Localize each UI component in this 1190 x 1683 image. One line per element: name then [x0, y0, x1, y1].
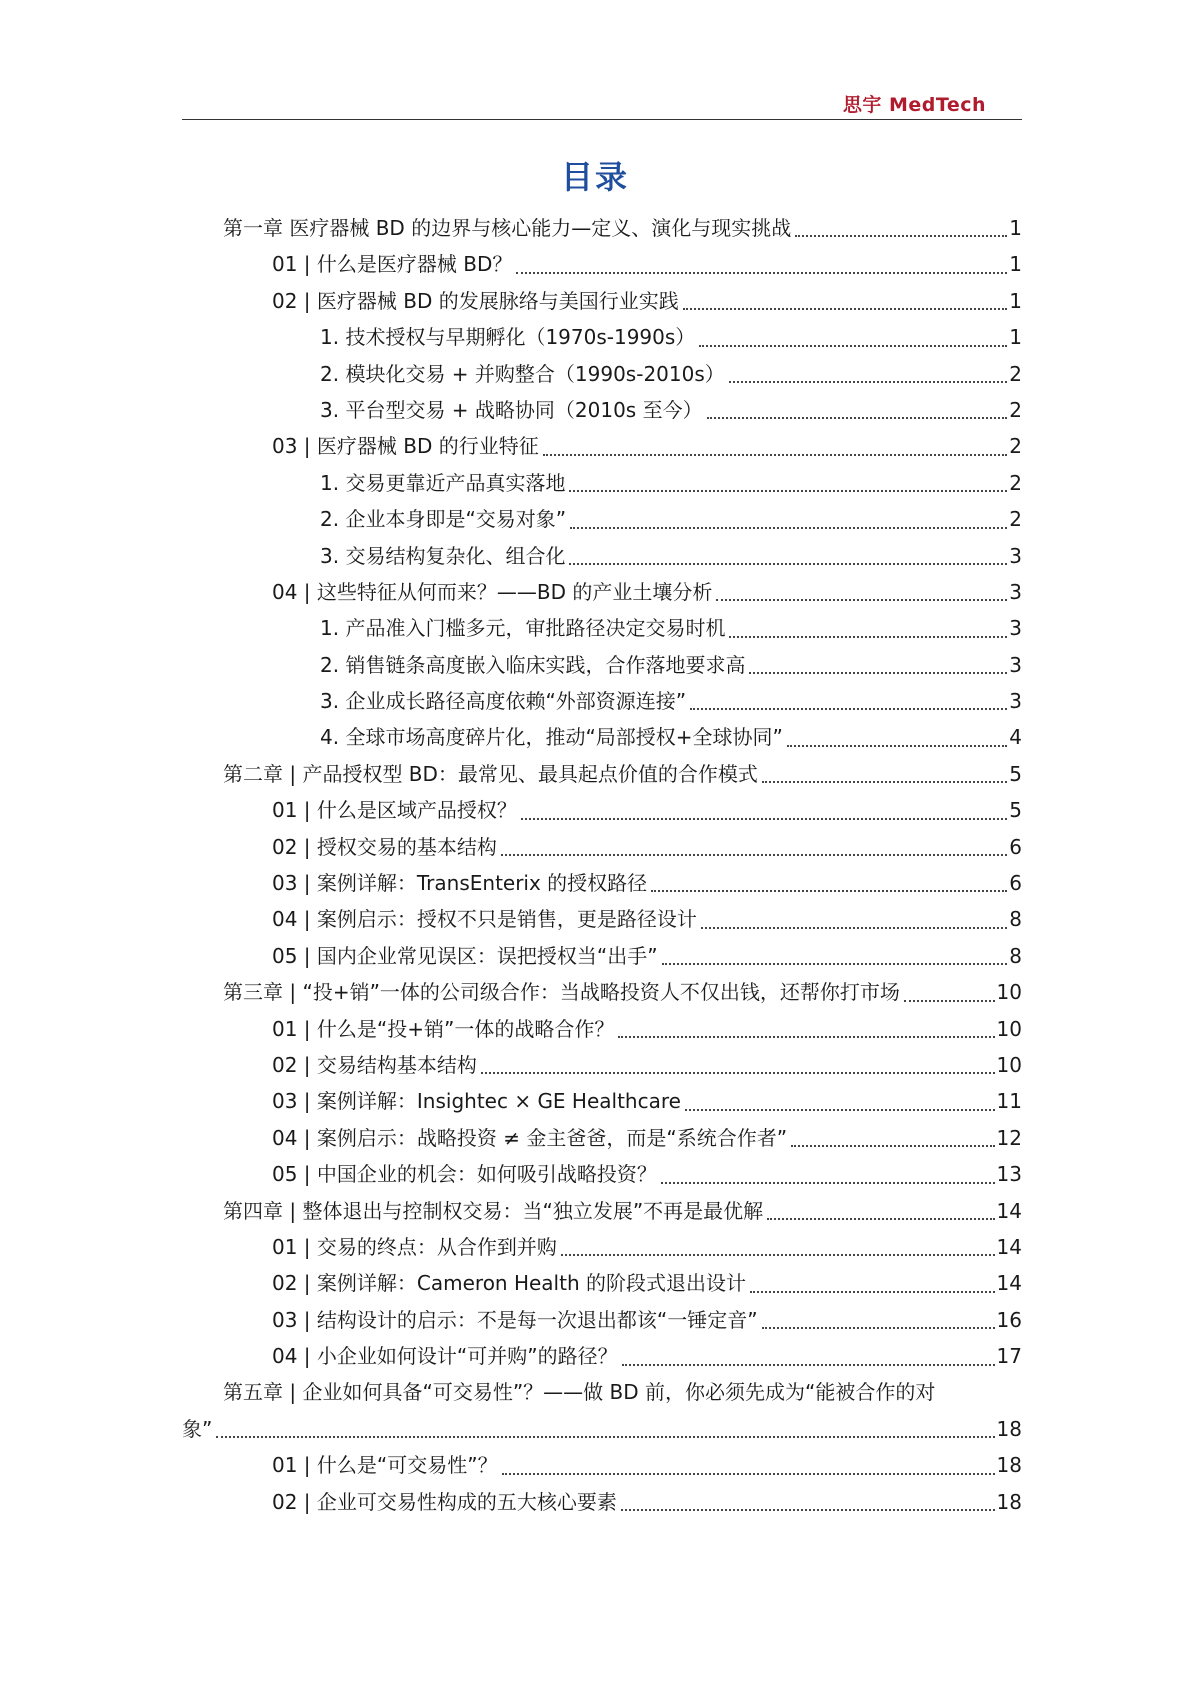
leader-dots	[701, 927, 1007, 929]
toc-entry-subsection[interactable]: 3. 交易结构复杂化、组合化 3	[320, 543, 1022, 568]
leader-dots	[481, 1072, 995, 1074]
leader-dots	[618, 1036, 994, 1038]
table-of-contents	[182, 210, 1022, 1520]
leader-dots	[661, 1182, 995, 1184]
leader-dots	[716, 599, 1007, 601]
leader-dots	[707, 417, 1008, 419]
toc-entry-chapter-4[interactable]: 第四章 | 整体退出与控制权交易：当“独立发展”不再是最优解 14	[223, 1198, 1022, 1223]
toc-entry-section[interactable]: 02 | 授权交易的基本结构 6	[272, 834, 1022, 859]
toc-entry-section[interactable]: 01 | 什么是医疗器械 BD？ 1	[272, 252, 1022, 277]
leader-dots	[516, 272, 1007, 274]
leader-dots	[795, 235, 1007, 237]
toc-title: 目录	[560, 158, 629, 196]
leader-dots	[561, 1254, 995, 1256]
toc-entry-section[interactable]: 02 | 案例详解：Cameron Health 的阶段式退出设计 14	[272, 1271, 1022, 1296]
toc-entry-section[interactable]: 04 | 案例启示：授权不只是销售，更是路径设计 8	[272, 907, 1022, 932]
toc-entry-section[interactable]: 02 | 企业可交易性构成的五大核心要素 18	[272, 1489, 1022, 1514]
leader-dots	[749, 672, 1007, 674]
toc-entry-section[interactable]: 03 | 案例详解：Insightec × GE Healthcare 11	[272, 1089, 1022, 1114]
toc-entry-chapter-5[interactable]: 第五章 | 企业如何具备“可交易性”？——做 BD 前，你必须先成为“能被合作的对	[223, 1380, 936, 1405]
toc-entry-section[interactable]: 01 | 交易的终点：从合作到并购 14	[272, 1234, 1022, 1259]
toc-entry-section[interactable]: 04 | 这些特征从何而来？——BD 的产业土壤分析 3	[272, 579, 1022, 604]
leader-dots	[762, 1327, 995, 1329]
leader-dots	[750, 1291, 995, 1293]
toc-entry-chapter-1[interactable]: 第一章 医疗器械 BD 的边界与核心能力—定义、演化与现实挑战 1	[223, 215, 1022, 240]
toc-entry-section[interactable]: 03 | 结构设计的启示：不是每一次退出都该“一锤定音” 16	[272, 1307, 1022, 1332]
toc-entry-subsection[interactable]: 1. 交易更靠近产品真实落地 2	[320, 470, 1022, 495]
leader-dots	[690, 708, 1007, 710]
toc-entry-section[interactable]: 02 | 交易结构基本结构 10	[272, 1052, 1022, 1077]
leader-dots	[521, 818, 1007, 820]
toc-entry-section[interactable]: 01 | 什么是区域产品授权？ 5	[272, 798, 1022, 823]
leader-dots	[621, 1509, 995, 1511]
toc-entry-section[interactable]: 01 | 什么是“投+销”一体的战略合作？ 10	[272, 1016, 1022, 1041]
toc-entry-section[interactable]: 05 | 中国企业的机会：如何吸引战略投资？ 13	[272, 1162, 1022, 1187]
leader-dots	[699, 345, 1007, 347]
leader-dots	[502, 1473, 995, 1475]
toc-entry-section[interactable]: 03 | 案例详解：TransEnterix 的授权路径 6	[272, 871, 1022, 896]
leader-dots	[729, 381, 1008, 383]
toc-entry-subsection[interactable]: 2. 模块化交易 + 并购整合（1990s-2010s） 2	[320, 361, 1022, 386]
leader-dots	[791, 1145, 994, 1147]
leader-dots	[570, 527, 1007, 529]
leader-dots	[762, 781, 1007, 783]
leader-dots	[787, 745, 1007, 747]
toc-entry-chapter-2[interactable]: 第二章 | 产品授权型 BD：最常见、最具起点价值的合作模式 5	[223, 761, 1022, 786]
leader-dots	[685, 1109, 995, 1111]
toc-entry-subsection[interactable]: 4. 全球市场高度碎片化，推动“局部授权+全球协同” 4	[320, 725, 1022, 750]
toc-entry-subsection[interactable]: 1. 产品准入门槛多元，审批路径决定交易时机 3	[320, 616, 1022, 641]
toc-entry-subsection[interactable]: 1. 技术授权与早期孵化（1970s-1990s） 1	[320, 325, 1022, 350]
toc-entry-section[interactable]: 02 | 医疗器械 BD 的发展脉络与美国行业实践 1	[272, 288, 1022, 313]
toc-entry-subsection[interactable]: 3. 企业成长路径高度依赖“外部资源连接” 3	[320, 689, 1022, 714]
leader-dots	[216, 1436, 994, 1438]
leader-dots	[622, 1364, 995, 1366]
toc-entry-section[interactable]: 03 | 医疗器械 BD 的行业特征 2	[272, 434, 1022, 459]
leader-dots	[767, 1218, 994, 1220]
toc-entry-subsection[interactable]: 2. 企业本身即是“交易对象” 2	[320, 507, 1022, 532]
leader-dots	[729, 636, 1007, 638]
leader-dots	[543, 454, 1008, 456]
header-divider	[182, 119, 1022, 120]
toc-entry-section[interactable]: 04 | 案例启示：战略投资 ≠ 金主爸爸，而是“系统合作者” 12	[272, 1125, 1022, 1150]
brand-logo: 思宇 MedTech	[842, 94, 986, 116]
leader-dots	[569, 563, 1007, 565]
toc-entry-chapter-3[interactable]: 第三章 | “投+销”一体的公司级合作：当战略投资人不仅出钱，还帮你打市场 10	[223, 980, 1022, 1005]
toc-entry-subsection[interactable]: 3. 平台型交易 + 战略协同（2010s 至今） 2	[320, 397, 1022, 422]
leader-dots	[501, 854, 1007, 856]
toc-entry-section[interactable]: 04 | 小企业如何设计“可并购”的路径？ 17	[272, 1344, 1022, 1369]
toc-entry-section[interactable]: 05 | 国内企业常见误区：误把授权当“出手” 8	[272, 943, 1022, 968]
toc-entry-section[interactable]: 01 | 什么是“可交易性”？ 18	[272, 1453, 1022, 1478]
leader-dots	[662, 963, 1008, 965]
leader-dots	[569, 490, 1007, 492]
leader-dots	[651, 890, 1007, 892]
toc-entry-chapter-5-continued[interactable]: 象” 18	[182, 1416, 1022, 1441]
toc-entry-subsection[interactable]: 2. 销售链条高度嵌入临床实践，合作落地要求高 3	[320, 652, 1022, 677]
leader-dots	[904, 1000, 995, 1002]
leader-dots	[683, 308, 1008, 310]
